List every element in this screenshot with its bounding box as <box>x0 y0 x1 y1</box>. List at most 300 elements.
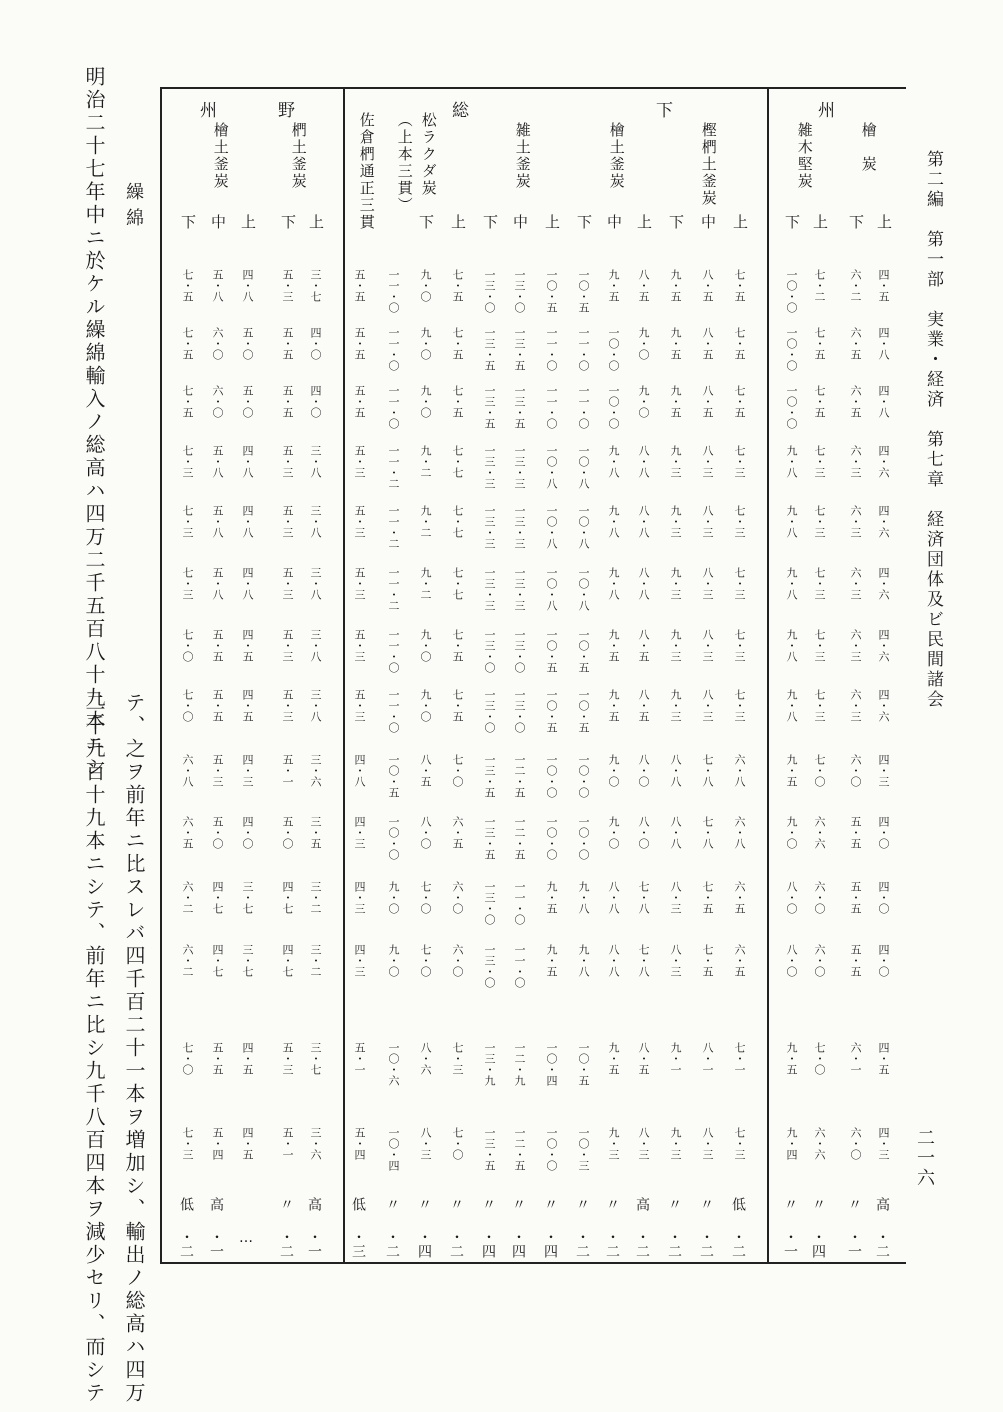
table-cell: 一〇・〇 <box>545 754 558 798</box>
table-cell: 九・八 <box>785 629 798 662</box>
table-cell: 八・三 <box>637 1127 650 1160</box>
table-cell: 九・〇 <box>637 327 650 360</box>
table-cell: 一一・〇 <box>387 689 400 733</box>
table-cell: 三・八 <box>309 629 322 662</box>
region-divider-2 <box>767 87 769 1264</box>
table-cell: 四・七 <box>211 944 224 977</box>
table-cell: 三・二 <box>309 881 322 914</box>
table-cell: 九・〇 <box>387 944 400 977</box>
table-cell: 五・五 <box>849 944 862 977</box>
table-cell: 五・五 <box>211 629 224 662</box>
table-cell: 九・〇 <box>607 816 620 849</box>
table-cell: 一三・三 <box>483 445 496 489</box>
table-cell: 一三・〇 <box>483 629 496 673</box>
table-cell: 四・七 <box>211 881 224 914</box>
table-cell: 四・〇 <box>241 816 254 849</box>
table-cell: 一一・二 <box>387 445 400 489</box>
table-cell: 五・五 <box>211 689 224 722</box>
table-cell: 九・三 <box>669 1127 682 1160</box>
table-cell: 一三・〇 <box>483 944 496 988</box>
table-cell: 七・三 <box>813 689 826 722</box>
table-cell: 五・一 <box>353 1042 366 1075</box>
table-cell: 三・七 <box>309 1042 322 1075</box>
table-cell: 七・〇 <box>451 754 464 787</box>
table-cell: 五・三 <box>353 445 366 478</box>
region-heading: 州 <box>818 101 835 121</box>
table-cell: 五・三 <box>353 689 366 722</box>
table-cell: 高 <box>874 1197 890 1211</box>
table-cell: 四・三 <box>353 881 366 914</box>
table-cell: 一一・〇 <box>545 327 558 371</box>
table-cell: 六・八 <box>181 754 194 787</box>
table-top-rule <box>160 87 906 89</box>
table-cell: 六・〇 <box>451 881 464 914</box>
table-cell: 一〇・〇 <box>545 816 558 860</box>
table-cell: 七・五 <box>181 327 194 360</box>
table-cell: 八・〇 <box>785 944 798 977</box>
table-cell: 五・五 <box>849 881 862 914</box>
table-cell: 六・一 <box>849 1042 862 1075</box>
table-cell: 一〇・〇 <box>387 816 400 860</box>
table-cell: 〃 <box>416 1197 432 1211</box>
table-cell: 四・五 <box>877 1042 890 1075</box>
body-line-1: 明治二十七年中ニ於ケル繰綿輸入ノ総高ハ四万二千五百八十九本ニシ <box>82 66 106 779</box>
table-cell: 九・三 <box>669 629 682 662</box>
table-cell: 七・八 <box>701 816 714 849</box>
table-cell: 八・八 <box>637 505 650 538</box>
group-heading: 檜土釜炭 <box>607 122 626 190</box>
table-cell: 一〇・〇 <box>785 385 798 429</box>
table-cell: 六・八 <box>733 754 746 787</box>
table-cell: 〃 <box>448 1197 464 1211</box>
table-cell: 九・二 <box>419 445 432 478</box>
table-cell: 四・〇 <box>877 816 890 849</box>
table-cell: 九・五 <box>785 754 798 787</box>
table-cell: 九・八 <box>577 944 590 977</box>
table-cell: 四・五 <box>241 1127 254 1160</box>
table-bottom-rule <box>160 1262 906 1264</box>
table-cell: ・二 <box>730 1230 746 1258</box>
table-cell: 七・三 <box>813 505 826 538</box>
table-cell: 四・六 <box>877 567 890 600</box>
table-cell: 三・七 <box>309 269 322 302</box>
table-cell: ・二 <box>448 1230 464 1258</box>
table-cell: 六・〇 <box>849 1127 862 1160</box>
table-cell: 八・六 <box>419 1042 432 1075</box>
table-cell: 九・〇 <box>607 754 620 787</box>
table-cell: 六・三 <box>849 445 862 478</box>
table-cell: 四・八 <box>877 385 890 418</box>
table-cell: 九・二 <box>419 505 432 538</box>
table-cell: ・二 <box>278 1230 294 1258</box>
table-cell: 九・三 <box>669 567 682 600</box>
table-cell: 一〇・五 <box>577 629 590 673</box>
table-cell: 六・〇 <box>813 881 826 914</box>
table-cell: ・四 <box>510 1230 526 1258</box>
table-cell: 七・三 <box>813 445 826 478</box>
row-label: 上 <box>449 214 467 229</box>
table-cell: 七・七 <box>451 567 464 600</box>
table-cell: 七・五 <box>701 881 714 914</box>
table-left-rule <box>160 87 162 1264</box>
table-cell: 〃 <box>542 1197 558 1211</box>
table-cell: 九・〇 <box>419 689 432 722</box>
table-cell: 七・八 <box>637 881 650 914</box>
table-cell: 一三・三 <box>483 567 496 611</box>
table-cell: 六・五 <box>733 944 746 977</box>
row-label: 下 <box>783 214 801 229</box>
region-divider-1 <box>343 87 345 1264</box>
table-cell: 一〇・四 <box>387 1127 400 1171</box>
table-cell: 九・五 <box>669 385 682 418</box>
row-label: 上 <box>731 214 749 229</box>
table-cell: 九・八 <box>785 567 798 600</box>
table-cell: 八・五 <box>637 269 650 302</box>
table-cell: 七・三 <box>813 567 826 600</box>
table-cell: 八・〇 <box>419 816 432 849</box>
table-cell: 四・五 <box>241 1042 254 1075</box>
table-cell: 一三・三 <box>513 445 526 489</box>
table-cell: 一二・五 <box>513 1127 526 1171</box>
table-cell: 一〇・〇 <box>785 269 798 313</box>
row-label: 上 <box>307 214 325 229</box>
table-cell: 四・三 <box>241 754 254 787</box>
table-cell: 一一・〇 <box>387 269 400 313</box>
row-label: 下 <box>179 214 197 229</box>
table-cell: 三・八 <box>309 567 322 600</box>
table-cell: 五・〇 <box>281 816 294 849</box>
table-cell: 九・八 <box>785 445 798 478</box>
table-cell: 一三・五 <box>483 327 496 371</box>
table-cell: 五・三 <box>281 629 294 662</box>
table-cell: 四・六 <box>877 445 890 478</box>
table-cell: 一一・二 <box>387 505 400 549</box>
table-cell: ・四 <box>542 1230 558 1258</box>
table-cell: 九・八 <box>785 505 798 538</box>
table-cell: 九・〇 <box>419 629 432 662</box>
table-cell: ・一 <box>208 1230 224 1258</box>
table-cell: 一一・〇 <box>577 327 590 371</box>
table-cell: 四・八 <box>877 327 890 360</box>
table-cell: 五・四 <box>353 1127 366 1160</box>
row-label: 下 <box>667 214 685 229</box>
table-cell: 七・三 <box>813 629 826 662</box>
table-cell: 七・〇 <box>813 754 826 787</box>
table-cell: ・二 <box>574 1230 590 1258</box>
table-cell: 五・三 <box>211 754 224 787</box>
table-cell: 一〇・八 <box>545 567 558 611</box>
table-cell: 一三・三 <box>483 505 496 549</box>
table-cell: 四・六 <box>877 689 890 722</box>
table-cell: 六・〇 <box>849 754 862 787</box>
table-cell: 一〇・五 <box>545 269 558 313</box>
table-cell: 〃 <box>698 1197 714 1211</box>
table-cell: 九・〇 <box>387 881 400 914</box>
table-cell: 一〇・八 <box>577 445 590 489</box>
table-cell: 九・八 <box>785 689 798 722</box>
table-cell: 七・五 <box>701 944 714 977</box>
table-cell: 高 <box>208 1197 224 1211</box>
table-cell: 九・三 <box>669 689 682 722</box>
table-cell: 一〇・五 <box>577 1042 590 1086</box>
table-cell: 一三・五 <box>483 754 496 798</box>
table-cell: 七・一 <box>733 1042 746 1075</box>
table-cell: 五・三 <box>281 1042 294 1075</box>
table-cell: 〃 <box>574 1197 590 1211</box>
row-label: 中 <box>699 214 717 229</box>
row-label: 下 <box>417 214 435 229</box>
table-cell: 九・八 <box>607 567 620 600</box>
table-cell: 〃 <box>278 1197 294 1211</box>
table-cell: 〃 <box>666 1197 682 1211</box>
table-cell: 三・五 <box>309 816 322 849</box>
table-cell: 七・〇 <box>181 629 194 662</box>
table-cell: 一三・〇 <box>483 881 496 925</box>
table-cell: 一三・五 <box>483 1127 496 1171</box>
table-cell: 四・七 <box>281 881 294 914</box>
table-cell: 七・三 <box>181 1127 194 1160</box>
table-cell: 五・三 <box>281 445 294 478</box>
table-cell: 八・三 <box>701 629 714 662</box>
table-cell: 七・七 <box>451 505 464 538</box>
table-cell: 〃 <box>782 1197 798 1211</box>
table-cell: 九・三 <box>607 1127 620 1160</box>
table-cell: 八・八 <box>637 445 650 478</box>
table-cell: 六・五 <box>849 327 862 360</box>
table-cell: 五・五 <box>281 327 294 360</box>
table-cell: 〃 <box>846 1197 862 1211</box>
table-cell: 九・五 <box>607 1042 620 1075</box>
table-cell: 四・八 <box>241 567 254 600</box>
row-label: 上 <box>239 214 257 229</box>
table-cell: ・四 <box>416 1230 432 1258</box>
table-cell: 低 <box>350 1197 366 1211</box>
table-cell: ・二 <box>666 1230 682 1258</box>
table-cell: 八・三 <box>701 689 714 722</box>
table-cell: 五・三 <box>353 629 366 662</box>
table-cell: 九・五 <box>545 881 558 914</box>
table-cell: 五・〇 <box>241 385 254 418</box>
table-cell: 〃 <box>384 1197 400 1211</box>
table-cell: 六・六 <box>813 816 826 849</box>
table-cell: 九・〇 <box>419 269 432 302</box>
table-cell: 九・一 <box>669 1042 682 1075</box>
table-cell: 七・〇 <box>419 944 432 977</box>
table-cell: 一三・〇 <box>513 269 526 313</box>
table-cell: 五・一 <box>281 1127 294 1160</box>
table-cell: 四・〇 <box>309 327 322 360</box>
table-cell: ・二 <box>698 1230 714 1258</box>
group-heading: 樫椚土釜炭 <box>699 122 718 207</box>
table-cell: 一〇・八 <box>545 445 558 489</box>
table-cell: 五・五 <box>353 269 366 302</box>
table-cell: 八・五 <box>637 1042 650 1075</box>
table-cell: 六・〇 <box>813 944 826 977</box>
table-cell: 七・五 <box>451 689 464 722</box>
table-cell: 七・八 <box>701 754 714 787</box>
table-cell: 七・八 <box>637 944 650 977</box>
table-cell: 四・〇 <box>877 944 890 977</box>
table-cell: 九・五 <box>669 269 682 302</box>
table-cell: 九・八 <box>577 881 590 914</box>
table-cell: ・二 <box>634 1230 650 1258</box>
table-cell: 四・七 <box>281 944 294 977</box>
table-cell: 七・五 <box>181 269 194 302</box>
table-cell: 五・八 <box>211 269 224 302</box>
table-cell: 八・三 <box>701 505 714 538</box>
table-cell: 九・〇 <box>419 327 432 360</box>
table-cell: 七・三 <box>733 505 746 538</box>
table-cell: 一〇・五 <box>577 689 590 733</box>
table-cell: 五・一 <box>281 754 294 787</box>
table-cell: 一三・五 <box>483 816 496 860</box>
table-cell: 七・〇 <box>419 881 432 914</box>
table-cell: 五・三 <box>281 269 294 302</box>
table-cell: 五・五 <box>849 816 862 849</box>
table-cell: 八・三 <box>701 1127 714 1160</box>
page-number: 二一六 <box>914 1128 935 1188</box>
table-cell: 七・五 <box>451 269 464 302</box>
group-heading: 松ラクダ炭 <box>419 112 438 197</box>
table-cell: 四・〇 <box>309 385 322 418</box>
table-cell: 四・八 <box>241 445 254 478</box>
table-cell: 一一・〇 <box>387 327 400 371</box>
table-cell: 七・二 <box>813 269 826 302</box>
table-cell: 七・五 <box>733 385 746 418</box>
table-cell: 九・二 <box>419 567 432 600</box>
table-cell: 一二・五 <box>513 816 526 860</box>
table-cell: 五・五 <box>353 385 366 418</box>
table-cell: 一三・〇 <box>513 689 526 733</box>
row-label: 上 <box>543 214 561 229</box>
running-header: 第二編 第一部 実業・経済 第七章 経済団体及ビ民間諸会 <box>923 150 943 710</box>
table-cell: 四・八 <box>241 505 254 538</box>
table-cell: 六・〇 <box>211 385 224 418</box>
table-cell: 六・二 <box>181 944 194 977</box>
table-cell: 一〇・四 <box>545 1042 558 1086</box>
table-cell: 一二・五 <box>513 754 526 798</box>
table-cell: 九・〇 <box>637 385 650 418</box>
table-cell: 九・五 <box>607 269 620 302</box>
table-cell: … <box>238 1230 254 1246</box>
table-cell: 一三・〇 <box>513 629 526 673</box>
table-cell: 七・五 <box>181 385 194 418</box>
topic-label: 繰綿 <box>123 182 144 234</box>
table-cell: 六・三 <box>849 505 862 538</box>
table-cell: 五・三 <box>353 505 366 538</box>
table-cell: 七・〇 <box>451 1127 464 1160</box>
table-cell: 八・五 <box>701 269 714 302</box>
table-cell: 五・四 <box>211 1127 224 1160</box>
table-cell: 八・三 <box>669 944 682 977</box>
body-line-3: 二千九百十九本ニシテ、前年ニ比シ九千八百四本ヲ減少セリ、而シテ <box>82 692 106 1405</box>
row-label: 上 <box>875 214 893 229</box>
table-cell: 〃 <box>810 1197 826 1211</box>
table-cell: 七・五 <box>813 385 826 418</box>
table-cell: 一一・二 <box>387 567 400 611</box>
row-label: 中 <box>209 214 227 229</box>
table-cell: 五・三 <box>281 505 294 538</box>
table-cell: ・一 <box>306 1230 322 1258</box>
row-label: 中 <box>605 214 623 229</box>
table-cell: 九・五 <box>545 944 558 977</box>
table-cell: 六・五 <box>733 881 746 914</box>
table-cell: ・二 <box>384 1230 400 1258</box>
table-cell: 八・〇 <box>637 816 650 849</box>
table-cell: 九・五 <box>607 689 620 722</box>
table-cell: 八・五 <box>701 327 714 360</box>
table-cell: 七・五 <box>733 327 746 360</box>
table-cell: 八・三 <box>701 567 714 600</box>
table-cell: 九・三 <box>669 505 682 538</box>
table-cell: 九・八 <box>607 505 620 538</box>
table-cell: 一〇・五 <box>387 754 400 798</box>
table-cell: 八・三 <box>419 1127 432 1160</box>
table-cell: 五・八 <box>211 505 224 538</box>
table-cell: 五・三 <box>281 567 294 600</box>
group-heading: 雑木堅炭 <box>795 122 814 190</box>
table-cell: 七・三 <box>451 1042 464 1075</box>
table-cell: 三・八 <box>309 445 322 478</box>
table-cell: 高 <box>306 1197 322 1211</box>
table-cell: 八・八 <box>607 944 620 977</box>
table-cell: 一〇・五 <box>545 689 558 733</box>
table-cell: 一〇・〇 <box>607 385 620 429</box>
table-cell: 七・〇 <box>181 689 194 722</box>
table-cell: 一三・五 <box>513 327 526 371</box>
table-cell: 一三・〇 <box>483 689 496 733</box>
table-cell: 一三・九 <box>483 1042 496 1086</box>
table-cell: 一〇・〇 <box>785 327 798 371</box>
group-heading: 佐倉椚通正三貫 <box>357 112 376 231</box>
table-cell: 九・八 <box>607 445 620 478</box>
row-label: 下 <box>847 214 865 229</box>
row-label: 下 <box>575 214 593 229</box>
table-cell: 五・五 <box>211 1042 224 1075</box>
table-cell: 一〇・〇 <box>577 816 590 860</box>
table-cell: 五・五 <box>353 327 366 360</box>
table-cell: 七・五 <box>451 327 464 360</box>
table-cell: 八・五 <box>701 385 714 418</box>
table-cell: 一二・九 <box>513 1042 526 1086</box>
table-cell: 七・〇 <box>813 1042 826 1075</box>
table-cell: 三・二 <box>309 944 322 977</box>
table-cell: 九・五 <box>669 327 682 360</box>
table-cell: ・一 <box>846 1230 862 1258</box>
table-cell: 七・三 <box>733 629 746 662</box>
table-cell: 六・三 <box>849 629 862 662</box>
table-cell: 六・二 <box>849 269 862 302</box>
table-cell: ・一 <box>782 1230 798 1258</box>
table-cell: 七・三 <box>733 445 746 478</box>
table-cell: 八・八 <box>669 754 682 787</box>
table-cell: 八・八 <box>637 567 650 600</box>
table-cell: 七・三 <box>733 1127 746 1160</box>
row-label: 下 <box>481 214 499 229</box>
table-cell: 七・五 <box>813 327 826 360</box>
table-cell: 一〇・五 <box>577 269 590 313</box>
table-cell: 四・六 <box>877 505 890 538</box>
table-cell: 四・五 <box>877 269 890 302</box>
table-cell: 八・五 <box>637 629 650 662</box>
table-cell: ・二 <box>178 1230 194 1258</box>
table-cell: ・二 <box>604 1230 620 1258</box>
table-cell: 四・五 <box>241 689 254 722</box>
region-heading: 州 <box>200 101 217 121</box>
table-cell: 六・二 <box>181 881 194 914</box>
table-cell: 一一・〇 <box>513 881 526 925</box>
table-cell: 一〇・八 <box>577 567 590 611</box>
